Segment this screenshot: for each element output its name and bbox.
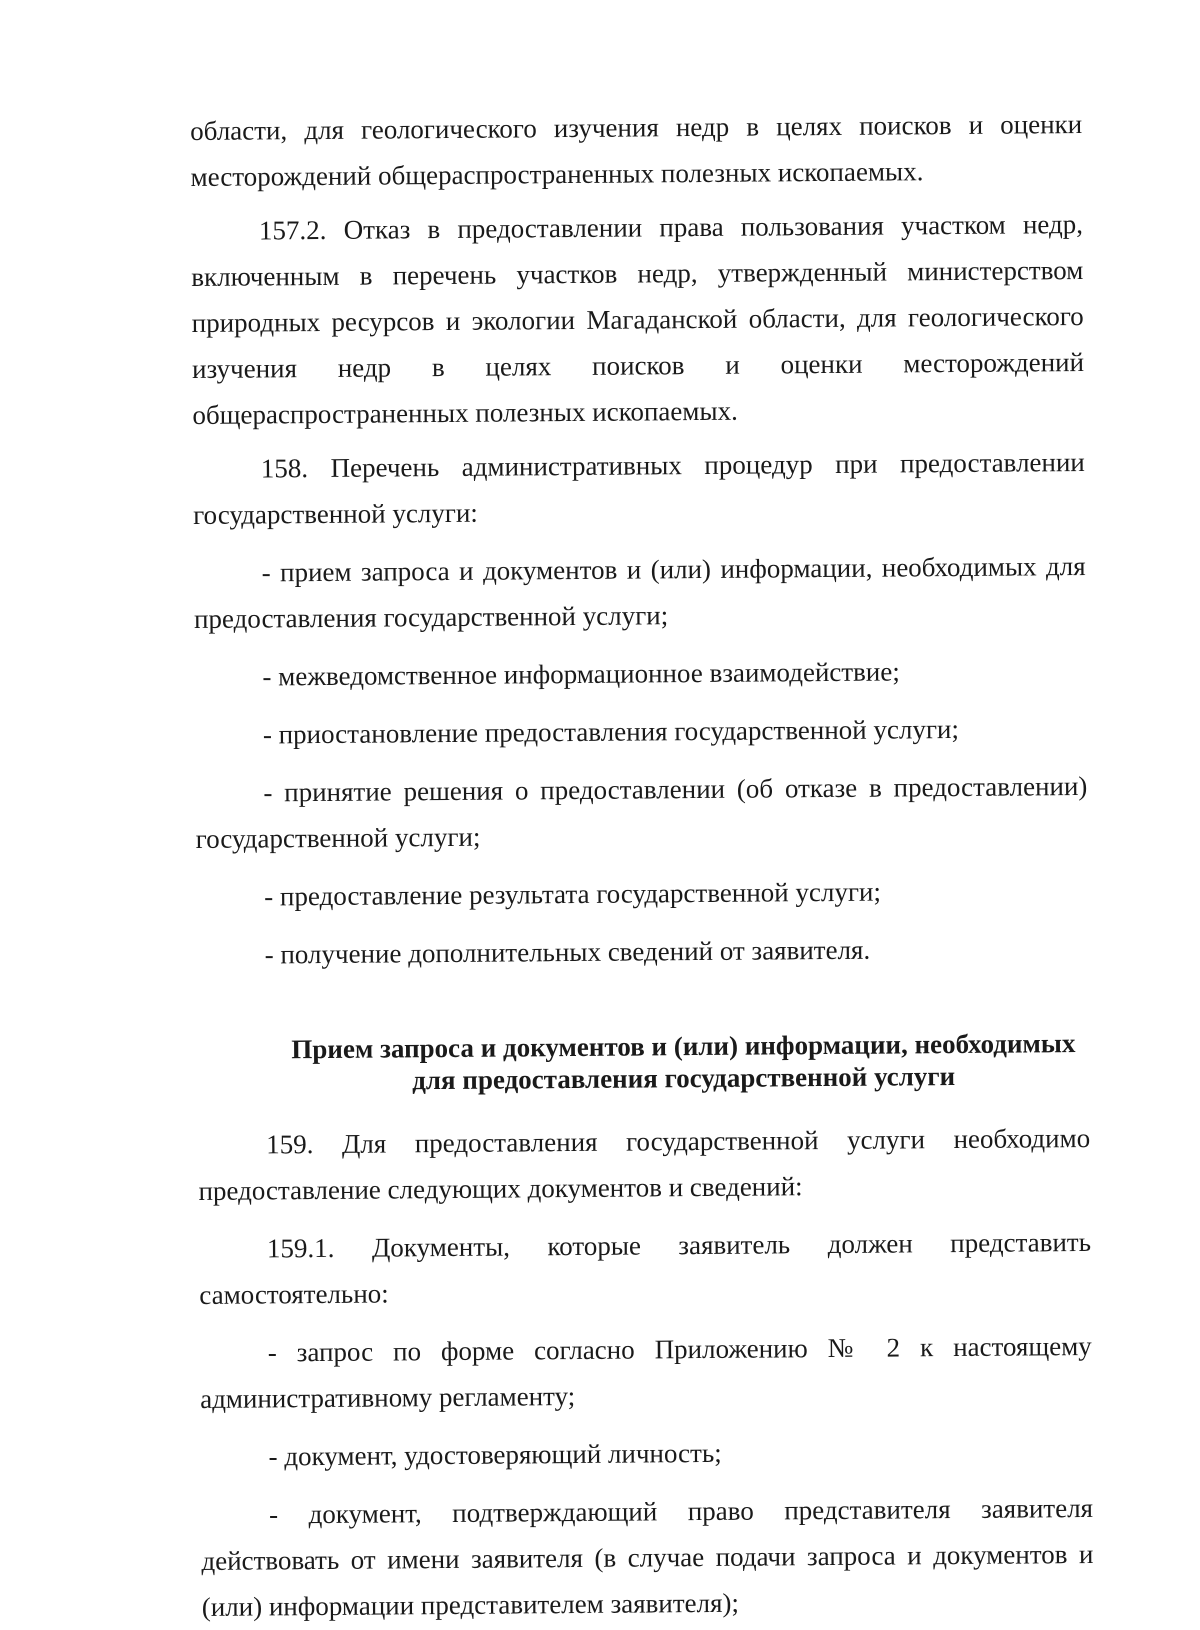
procedure-item: - получение дополнительных сведений от заявителя. bbox=[264, 934, 871, 970]
procedure-item: - прием запроса и документов и (или) информации, необходимых для предоставления государственной услуги; bbox=[193, 550, 1086, 634]
procedure-item: - предоставление результата государственной услуги; bbox=[264, 876, 882, 912]
document-item: - документ, подтверждающий право представителя заявителя действовать от имени заявителя (в случае подачи запроса и документов и (или) информации представителем заявителя); bbox=[201, 1492, 1094, 1622]
paragraph-159-1: 159.1. Документы, которые заявитель должен представить самостоятельно: bbox=[199, 1226, 1092, 1310]
procedure-item: - принятие решения о предоставлении (об отказе в предоставлении) государственной услуги; bbox=[195, 770, 1088, 854]
paragraph-159: 159. Для предоставления государственной услуги необходимо предоставление следующих документов и сведений: bbox=[198, 1122, 1091, 1206]
paragraph-continuation: области, для геологического изучения недр в целях поисков и оценки месторождений общераспространенных полезных ископаемых. bbox=[190, 108, 1083, 192]
procedure-item: - межведомственное информационное взаимодействие; bbox=[262, 656, 900, 692]
section-heading-line: Прием запроса и документов и (или) информации, необходимых bbox=[291, 1028, 1076, 1065]
paragraph-157-2: 157.2. Отказ в предоставлении права пользования участком недр, включенным в перечень участков недр, утвержденный министерством природных ресурсов и экологии Магаданской области, для геологического изучения недр в целях поисков и оценки месторождений общераспространенных полезных ископаемых. bbox=[191, 208, 1085, 430]
document-item: - документ, удостоверяющий личность; bbox=[268, 1437, 722, 1472]
document-item: - запрос по форме согласно Приложению № 2 к настоящему административному регламенту; bbox=[200, 1330, 1092, 1414]
section-heading bbox=[197, 1027, 1089, 1098]
section-heading-line: для предоставления государственной услуги bbox=[412, 1061, 956, 1096]
procedure-item: - приостановление предоставления государственной услуги; bbox=[262, 713, 960, 750]
paragraph-158: 158. Перечень административных процедур при предоставлении государственной услуги: bbox=[193, 446, 1085, 530]
document-body bbox=[190, 101, 1094, 1630]
